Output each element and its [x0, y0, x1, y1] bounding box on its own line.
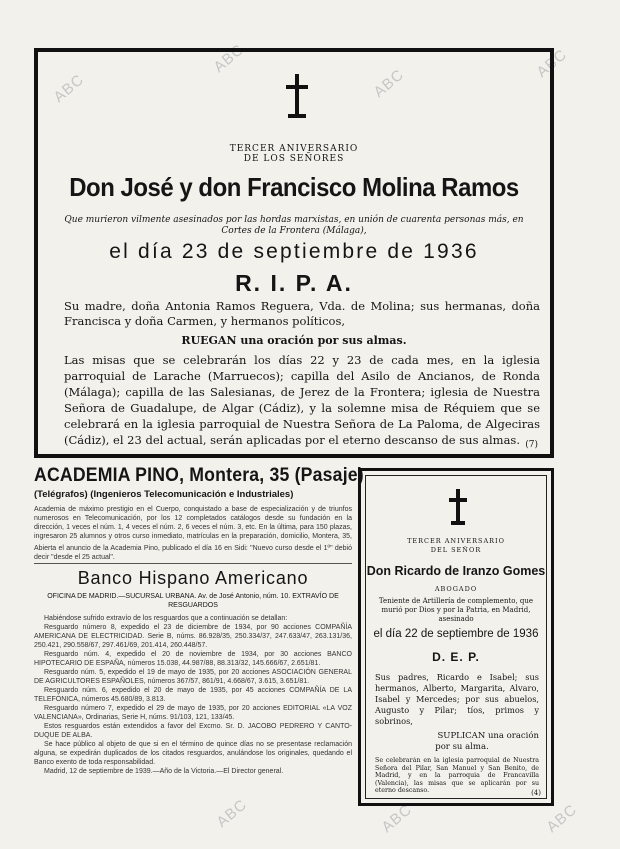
prayer-request: RUEGAN una oración por sus almas. — [181, 334, 407, 347]
banco-hispano-ad — [34, 568, 352, 830]
watermark-abc: ABC — [543, 801, 581, 836]
watermark-abc: ABC — [533, 46, 571, 81]
banco-paragraph: Resguardo núm. 6, expedido el 20 de mayo de 1935, por 45 acciones COMPAÑÍA DE LA TELEFÓNICA, números 45.680/89, 3.813. — [34, 687, 352, 703]
watermark-abc: ABC — [210, 41, 248, 76]
banco-paragraph: Resguardo núm. 4, expedido el 20 de noviembre de 1934, por 30 acciones BANCO HIPOTECARIO DE ESPAÑA, números 15.038, 44.987/88, 88.313/32, 145.666/67, 2.651/81. — [34, 651, 352, 667]
date-line: el día 23 de septiembre de 1936 — [109, 240, 479, 263]
watermark-abc: ABC — [370, 66, 408, 101]
academia-note: Abierta el anuncio de la Academia Pino, publicado el día 16 en Sidi: "Nuevo curso desde el 1º" debió decir "desde el 25 actual". — [34, 545, 352, 561]
banco-paragraph: Estos resguardos están extendidos a favor del Excmo. Sr. D. JACOBO PEDRERO Y CANTO-DUQUE DE ALBA. — [34, 723, 352, 739]
reference-number: (4) — [531, 789, 541, 797]
family-text: Su madre, doña Antonia Ramos Reguera, Vda. de Molina; sus hermanas, doña Francisca y doña Carmen, y hermanos políticos, — [64, 299, 540, 328]
subtitle: Que murieron vilmente asesinados por las hordas marxistas, en unión de cuarenta personas más, en Cortes de la Frontera (Málaga), — [64, 215, 524, 236]
family-text: Sus padres, Ricardo e Isabel; sus hermanos, Alberto, Margarita, Alvaro, Isabel y Mercedes; por sus abuelos, Augusto y Pilar; tíos, primos y sobrinos, — [375, 672, 539, 726]
cross-icon — [449, 489, 467, 525]
obituary-molina-ramos — [34, 48, 554, 458]
masses-text: Las misas que se celebrarán los días 22 y 23 de cada mes, en la iglesia parroquial de Larache (Marruecos); capilla del Asilo de Ancianos, de Ronda (Málaga); capilla de las Salesianas, de Jerez de la Frontera; iglesia de Nuestra Señora de Guadalupe, de Algar (Cádiz), y la solemne misa de Réquiem que se celebrará en la iglesia parroquial de Nuestra Señora de La Paloma, de Algeciras (Cádiz), el 23 del actual, serán aplicadas por el eterno descanso de sus almas. — [64, 353, 540, 447]
watermark-abc: ABC — [378, 801, 416, 836]
profession: ABOGADO — [434, 585, 478, 593]
anniversary-heading: TERCER ANIVERSARIO DEL SEÑOR — [407, 537, 505, 554]
anniversary-heading: TERCER ANIVERSARIO DE LOS SEÑORES — [229, 144, 359, 164]
banco-body — [34, 614, 352, 776]
banco-paragraph: Se hace público al objeto de que si en el término de quince días no se presentase reclamación alguna, se expedirán duplicados de los citados resguardos, anulándose los originales, quedando el Banco exento de toda responsabilidad. — [34, 741, 352, 766]
dep: D. E. P. — [432, 650, 480, 664]
banco-paragraph: Madrid, 12 de septiembre de 1939.—Año de la Victoria.—El Director general. — [44, 768, 284, 775]
banco-paragraph: Habiéndose sufrido extravío de los resguardos que a continuación se detallan: — [44, 615, 288, 622]
watermark-abc: ABC — [50, 71, 88, 106]
date-line: el día 22 de septiembre de 1936 — [373, 628, 539, 640]
academia-body: Academia de máximo prestigio en el Cuerpo, conquistado a base de especialización y de triunfos numerosos en Telecomunicación, por los 12 completados catálogos desde su fundación en la dirección, 1 veces el núm. 1, 4 veces el núm. 2, 6 veces el núm. 3, etc. En la última, para 150 plazas, ingresaron 25 alumnos y otros curso inmediato, matrículas en la preparación, domicilio, Montera, 35, — [34, 506, 352, 540]
description: Teniente de Artillería de complemento, que murió por Dios y por la Patria, en Madrid, asesinado — [378, 597, 534, 623]
deceased-name: Don Ricardo de Iranzo Gomes — [366, 564, 546, 578]
masses-text: Se celebrarán en la iglesia parroquial de Nuestra Señora del Pilar, San Manuel y San Benito, de Madrid, y en la parroquia de Francavilla (Valencia), las misas que se aplicarán por su eterno descanso. — [375, 757, 539, 794]
banco-paragraph: Resguardo número 8, expedido el 23 de diciembre de 1934, por 90 acciones COMPAÑÍA AMERICANA DE ELECTRICIDAD. Serie B, núms. 86.928/35, 250.334/37, 247.633/47, 263.131/36, 250.421, 290.558/67, 297.461/69, 201.414, 260.448/57. — [34, 624, 352, 649]
banco-office: OFICINA DE MADRID.—SUCURSAL URBANA. Av. de José Antonio, núm. 10. EXTRAVÍO DE RESGUARDOS — [47, 593, 339, 609]
deceased-names: Don José y don Francisco Molina Ramos — [69, 172, 519, 202]
banco-paragraph: Resguardo número 7, expedido el 29 de mayo de 1935, por 20 acciones EDITORIAL «LA VOZ VALENCIANA», Ordinarias, Serie H, núms. 91/103, 121, 133/45. — [34, 705, 352, 721]
banco-title: Banco Hispano Americano — [77, 568, 309, 588]
cross-icon — [286, 74, 308, 118]
reference-number: (7) — [525, 440, 538, 450]
obituary-ricardo-iranzo — [358, 468, 554, 806]
banco-paragraph: Resguardo núm. 5, expedido el 19 de mayo de 1935, por 20 acciones ASOCIACIÓN GENERAL DE AGRICULTORES ESPAÑOLES, números 367/57, 861/91, 4.668/67, 3.615, 3.651/81. — [34, 669, 352, 685]
academia-pino-ad — [34, 465, 364, 564]
academia-subtitle: (Telégrafos) (Ingenieros Telecomunicación e Industriales) — [34, 489, 294, 500]
prayer-request: SUPLICAN una oración por su alma. — [435, 731, 539, 752]
ripa: R. I. P. A. — [235, 270, 353, 296]
academia-title: ACADEMIA PINO, Montera, 35 (Pasaje) — [34, 465, 364, 486]
watermark-abc: ABC — [213, 796, 251, 831]
